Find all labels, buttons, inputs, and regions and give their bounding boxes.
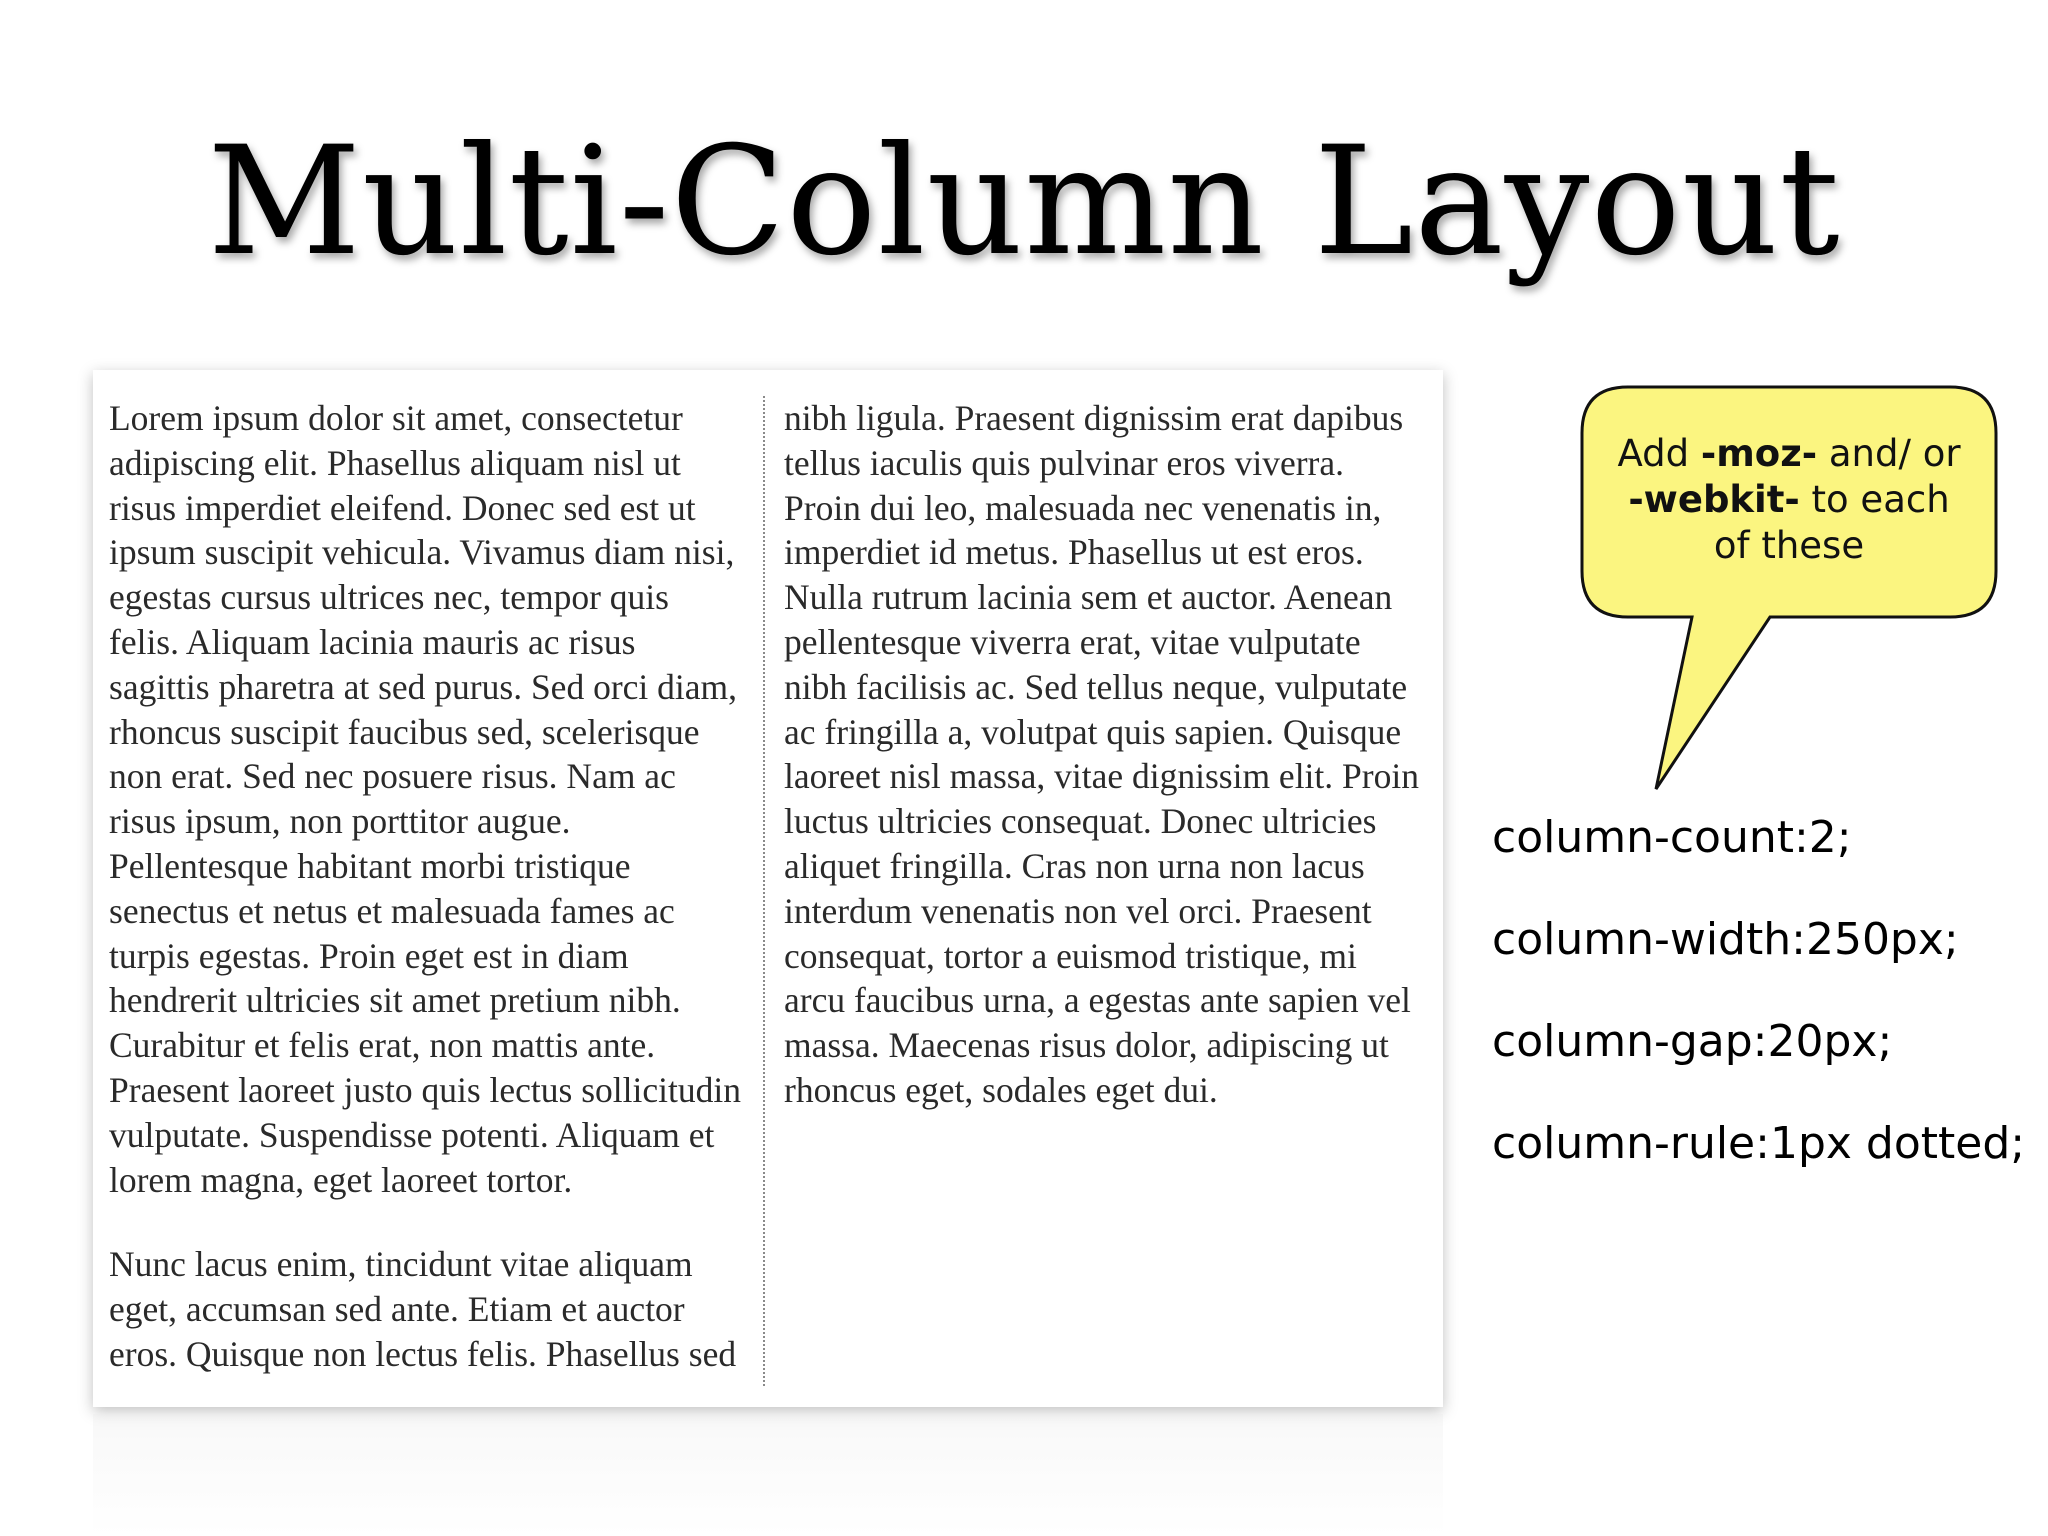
property-column-width: column-width:250px; xyxy=(1492,914,1959,965)
screenshot-reflection xyxy=(93,1414,1443,1536)
property-column-rule: column-rule:1px dotted; xyxy=(1492,1118,2026,1169)
callout-text-part-3: to each of these xyxy=(1713,478,1950,567)
slide-title: Multi-Column Layout xyxy=(207,115,1841,289)
property-column-gap: column-gap:20px; xyxy=(1492,1016,1893,1067)
moz-prefix: -moz- xyxy=(1700,432,1818,475)
lorem-paragraph-1: Lorem ipsum dolor sit amet, consectetur adipiscing elit. Phasellus aliquam nisl ut risus imperdiet eleifend. Donec sed est ut ipsum suscipit vehicula. Vivamus diam nisi, egestas cursus ultrices nec, tempor quis felis. Aliquam lacinia mauris ac risus sagittis pharetra at sed purus. Sed orci diam, rhoncus suscipit faucibus sed, scelerisque non erat. Sed nec posuere risus. Nam ac risus ipsum, non porttitor augue. Pellentesque habitant morbi tristique senectus et netus et malesuada fames ac turpis egestas. Proin eget est in diam hendrerit ultricies sit amet pretium nibh. Curabitur et felis erat, non mattis ante. Praesent laoreet justo quis lectus sollicitudin vulputate. Suspendisse potenti. Aliquam et lorem magna, eget laoreet tortor. xyxy=(109,398,741,1200)
callout-text xyxy=(1610,431,1968,569)
css-property-list xyxy=(1492,812,2032,1223)
column-layout-screenshot xyxy=(93,370,1443,1407)
two-column-text xyxy=(109,396,1419,1386)
property-column-count: column-count:2; xyxy=(1492,812,1852,863)
speech-bubble-callout xyxy=(1580,385,1998,619)
callout-text-part-1: Add xyxy=(1617,432,1701,475)
webkit-prefix: -webkit- xyxy=(1628,478,1800,521)
callout-text-part-2: and/ or xyxy=(1817,432,1961,475)
lorem-paragraph-2: Nunc lacus enim, tincidunt vitae aliquam eget, accumsan sed ante. Etiam et auctor eros. Quisque non lectus felis. Phasellus sed nibh ligula. Praesent dignissim erat dapibus tellus iaculis quis pulvinar eros viverra. Proin dui leo, malesuada nec venenatis in, imperdiet id metus. Phasellus ut est eros. Nulla rutrum lacinia sem et auctor. Aenean pellentesque viverra erat, vitae vulputate nibh facilisis ac. Sed tellus neque, vulputate ac fringilla a, volutpat quis sapien. Quisque laoreet nisl massa, vitae dignissim elit. Proin luctus ultricies consequat. Donec ultricies aliquet fringilla. Cras non urna non lacus interdum venenatis non vel orci. Praesent consequat, tortor a euismod tristique, mi arcu faucibus urna, a egestas ante sapien vel massa. Maecenas risus dolor, adipiscing ut rhoncus eget, sodales eget dui. xyxy=(109,398,1419,1374)
